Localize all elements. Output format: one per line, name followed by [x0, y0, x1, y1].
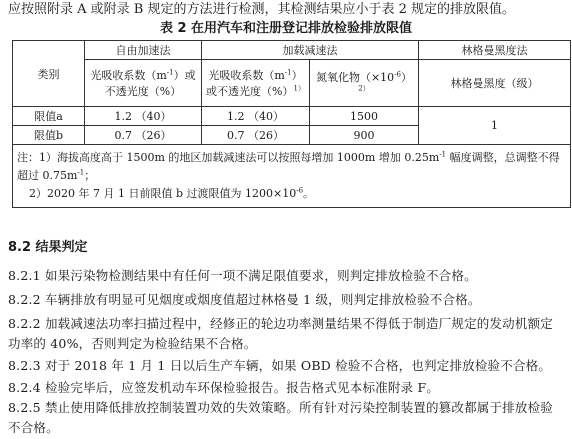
paragraph-8-2-5: 8.2.5 禁止使用降低排放控制装置功效的失效策略。所有针对污染控制装置的篡改都属于排放检验不合格。 [8, 400, 553, 435]
cell-free-accel: 0.7 （26） [85, 126, 202, 145]
subheader-free-accel: 光吸收系数$(m^{-1})$或不透光度（%） [85, 60, 202, 107]
cell-nox: 1500 [310, 107, 419, 126]
row-label: 限值b [13, 126, 85, 145]
cell-free-accel: 1.2 （40） [85, 107, 202, 126]
table-title: 表 2 在用汽车和注册登记排放检验排放限值 [159, 21, 413, 36]
table-header-row-1 [13, 41, 571, 60]
header-category: 类别 [13, 41, 85, 107]
paragraph-8-2-3: 8.2.3 对于 2018 年 1 月 1 日以后生产车辆，如果 OBD 检验不合格，也判定排放检验不合格。 [8, 358, 552, 373]
paragraph-8-2-2a: 8.2.2 车辆排放有明显可见烟度或烟度值超过林格曼 1 级，则判定排放检验不合格。 [8, 292, 481, 307]
subheader-nox: 氮氧化物$(\times 10^{-6})^{2)}$ [310, 60, 419, 107]
header-load-decel: 加载减速法 [202, 41, 419, 60]
section-title: 8.2 结果判定 [8, 240, 88, 255]
table-row [13, 107, 571, 126]
table-header-row-2 [13, 60, 571, 107]
intro-text: 应按照附录 A 或附录 B 规定的方法进行检测，其检测结果应小于表 2 规定的排放限值。 [8, 2, 516, 17]
note-1: 注：1）海拔高度高于 1500m 的地区加载减速法可以按照每增加 1000m 增加 $0.25m^{-1}$ 幅度调整，总调整不得超过 $0.75m^{-1}$； [17, 150, 560, 182]
cell-nox: 900 [310, 126, 419, 145]
paragraph-8-2-4: 8.2.4 检验完毕后，应签发机动车环保检验报告。报告格式见本标准附录 F。 [8, 380, 440, 395]
subheader-ringelmann: 林格曼黑度（级） [419, 60, 571, 107]
header-free-accel: 自由加速法 [85, 41, 202, 60]
row-label: 限值a [13, 107, 85, 126]
paragraph-8-2-2b: 8.2.2 加载减速法功率扫描过程中，经修正的轮边功率测量结果不得低于制造厂规定的发动机额定功率的 40%，否则判定为检验结果不合格。 [8, 316, 553, 351]
table-notes-row [13, 145, 571, 208]
header-ringelmann: 林格曼黑度法 [419, 41, 571, 60]
paragraph-8-2-1: 8.2.1 如果污染物检测结果中有任何一项不满足限值要求，则判定排放检验不合格。 [8, 268, 477, 283]
note-2: 2）2020 年 7 月 1 日前限值 b 过渡限值为 $1200\times 10^{-6}$。 [29, 186, 315, 200]
emission-limits-table [12, 40, 571, 208]
cell-ringelmann: 1 [419, 107, 571, 145]
cell-load-absorb: 1.2 （40） [202, 107, 310, 126]
table-notes [13, 145, 571, 208]
cell-load-absorb: 0.7 （26） [202, 126, 310, 145]
subheader-load-absorb: 光吸收系数$(m^{-1})$或不透光度（%）$^{1)}$ [202, 60, 310, 107]
